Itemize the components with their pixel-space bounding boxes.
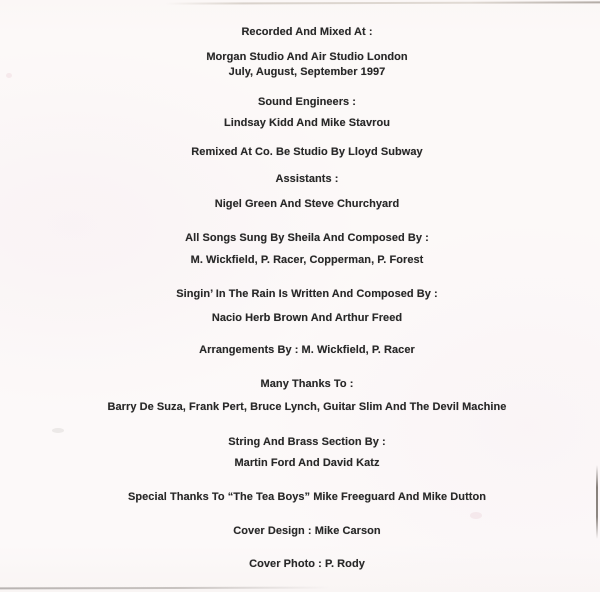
credit-heading-assistants: Assistants : (275, 173, 339, 185)
credit-line-recording-dates: July, August, September 1997 (228, 66, 386, 78)
scan-speckle (470, 512, 482, 519)
scan-edge-bottom (0, 587, 330, 589)
credit-line-sound-engineers-names: Lindsay Kidd And Mike Stavrou (223, 117, 391, 129)
credit-line-studios: Morgan Studio And Air Studio London (206, 51, 408, 63)
credit-line-singin-writers: Nacio Herb Brown And Arthur Freed (211, 312, 403, 324)
credit-line-string-brass-names: Martin Ford And David Katz (234, 457, 380, 469)
scan-edge-top (165, 1, 600, 4)
credit-line-thanks-names: Barry De Suza, Frank Pert, Bruce Lynch, Guitar Slim And The Devil Machine (107, 401, 507, 413)
scan-speckle (6, 73, 12, 78)
credit-heading-all-songs-sung-by: All Songs Sung By Sheila And Composed By : (185, 232, 429, 244)
credit-heading-recorded-and-mixed-at: Recorded And Mixed At : (241, 26, 373, 38)
scan-edge-right (596, 465, 598, 539)
credit-line-special-thanks: Special Thanks To “The Tea Boys” Mike Freeguard And Mike Dutton (127, 491, 487, 503)
credit-line-composers: M. Wickfield, P. Racer, Copperman, P. Forest (190, 254, 424, 266)
credit-line-assistants-names: Nigel Green And Steve Churchyard (214, 198, 400, 210)
credit-line-remixed-at: Remixed At Co. Be Studio By Lloyd Subway (191, 146, 423, 158)
scan-speckle (52, 428, 64, 433)
credit-heading-sound-engineers: Sound Engineers : (257, 96, 357, 108)
credit-heading-singin-in-the-rain: Singin’ In The Rain Is Written And Composed By : (176, 288, 438, 300)
credit-line-cover-photo: Cover Photo : P. Rody (249, 558, 365, 570)
credit-heading-string-and-brass: String And Brass Section By : (228, 436, 386, 448)
credit-line-cover-design: Cover Design : Mike Carson (233, 525, 381, 537)
credit-line-arrangements: Arrangements By : M. Wickfield, P. Racer (199, 344, 415, 356)
credit-heading-many-thanks: Many Thanks To : (260, 378, 354, 390)
